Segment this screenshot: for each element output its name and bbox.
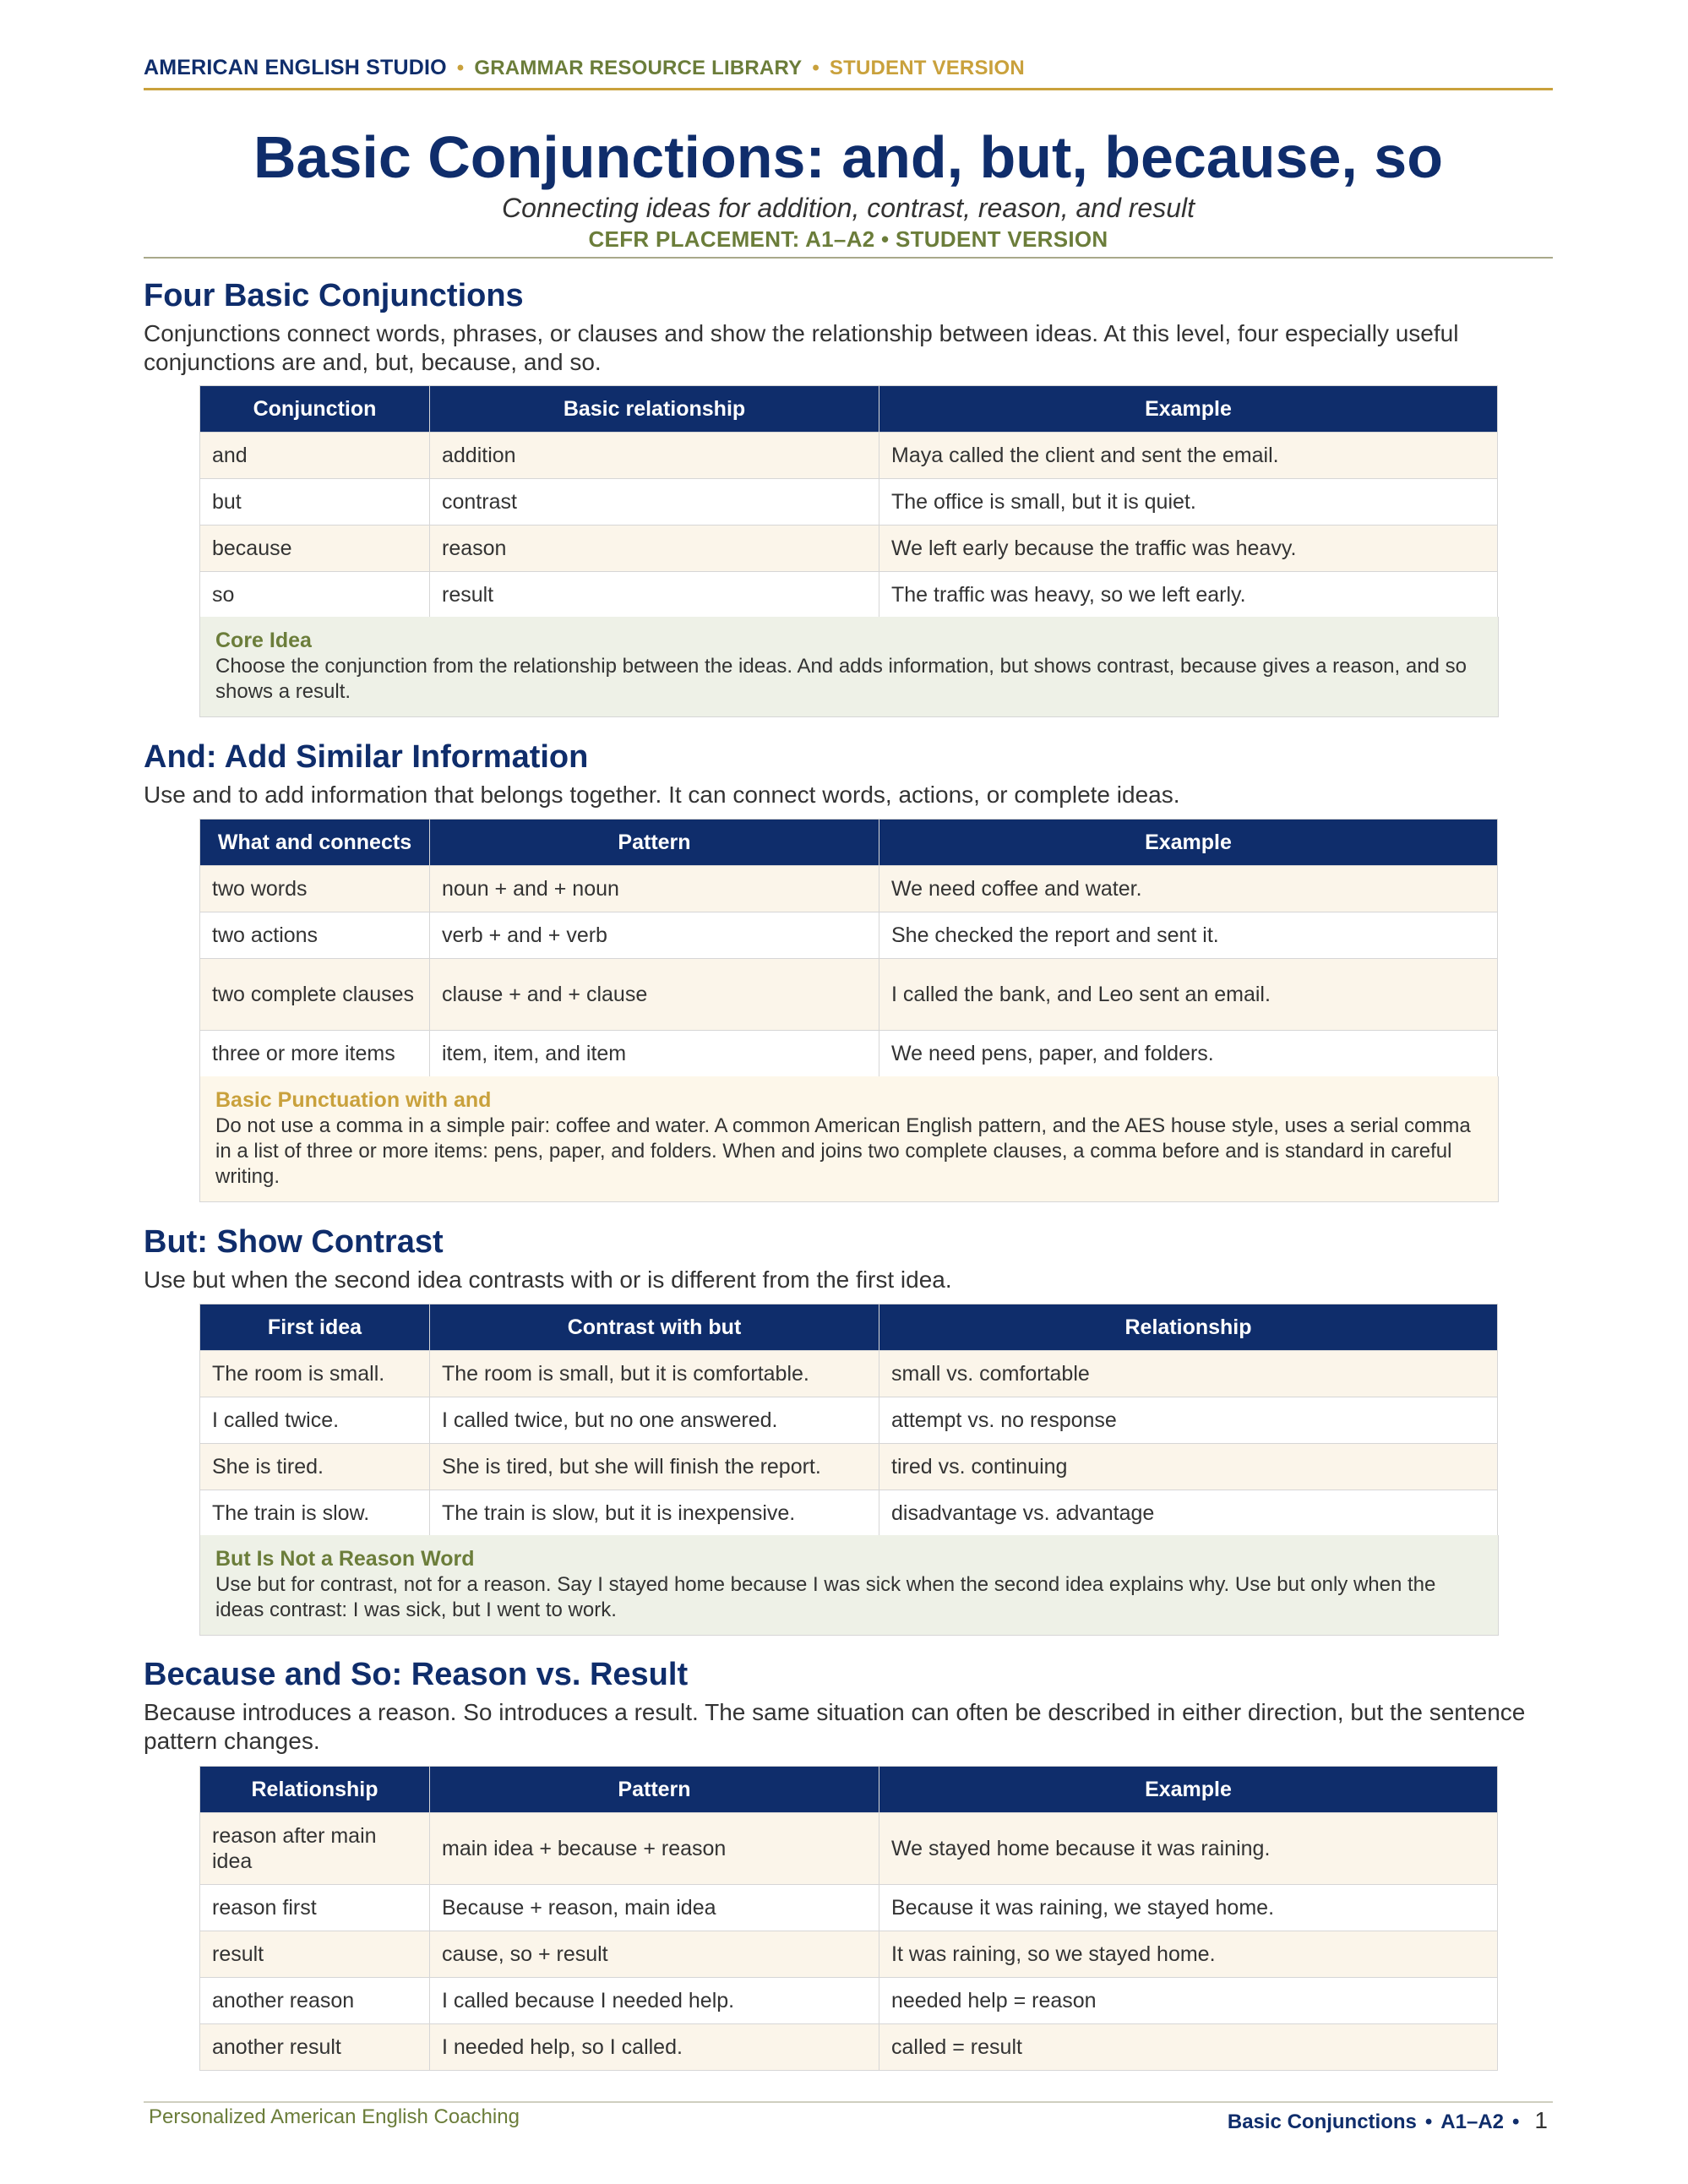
table-cell: I called twice, but no one answered. bbox=[430, 1397, 879, 1444]
table-cell: We need pens, paper, and folders. bbox=[879, 1031, 1498, 1077]
punctuation-note bbox=[199, 1076, 1499, 1202]
table-cell: reason after main idea bbox=[200, 1813, 430, 1885]
note-heading: Core Idea bbox=[215, 629, 312, 652]
page-subtitle: Connecting ideas for addition, contrast, reason, and result bbox=[501, 193, 1195, 223]
column-header: First idea bbox=[200, 1304, 430, 1351]
core-idea-note bbox=[199, 617, 1499, 717]
running-header bbox=[144, 56, 1553, 80]
table-row bbox=[200, 1031, 1498, 1077]
table-row bbox=[200, 1885, 1498, 1931]
footer-page-info bbox=[1228, 2107, 1548, 2134]
section-intro: Use but when the second idea contrasts with or is different from the first idea. bbox=[144, 1266, 952, 1293]
footer-tagline: Personalized American English Coaching bbox=[149, 2105, 520, 2128]
but-table bbox=[199, 1304, 1498, 1537]
table-cell: The room is small. bbox=[200, 1351, 430, 1397]
table-cell: three or more items bbox=[200, 1031, 430, 1077]
table-cell: and bbox=[200, 433, 430, 479]
table-row bbox=[200, 526, 1498, 572]
table-cell: We need coffee and water. bbox=[879, 866, 1498, 912]
table-cell: addition bbox=[430, 433, 879, 479]
note-body: Do not use a comma in a simple pair: coffee and water. A common American English pattern, and the AES house style, uses a serial comma in a list of three or more items: pens, paper, and folders. When and joins two complete clauses, a comma before and is standard in careful writing. bbox=[215, 1114, 1471, 1188]
column-header: Example bbox=[879, 386, 1498, 433]
column-header: Basic relationship bbox=[430, 386, 879, 433]
section-intro: Conjunctions connect words, phrases, or clauses and show the relationship between ideas. At this level, four especially useful conjunctions are and, but, because, and so. bbox=[144, 320, 1459, 375]
column-header: What and connects bbox=[200, 820, 430, 866]
column-header: Conjunction bbox=[200, 386, 430, 433]
version-label: STUDENT VERSION bbox=[829, 57, 1025, 79]
table-cell: result bbox=[430, 572, 879, 618]
table-cell: We left early because the traffic was heavy. bbox=[879, 526, 1498, 572]
table-cell: We stayed home because it was raining. bbox=[879, 1813, 1498, 1885]
conjunction-table bbox=[199, 385, 1498, 618]
note-body: Choose the conjunction from the relationship between the ideas. And adds information, but shows contrast, because gives a reason, and so shows a result. bbox=[215, 655, 1467, 703]
table-row bbox=[200, 433, 1498, 479]
table-cell: Because + reason, main idea bbox=[430, 1885, 879, 1931]
header-rule bbox=[144, 88, 1553, 90]
footer-doc-title: Basic Conjunctions bbox=[1227, 2110, 1417, 2133]
column-header: Example bbox=[879, 1767, 1498, 1813]
table-cell: I called twice. bbox=[200, 1397, 430, 1444]
table-cell: because bbox=[200, 526, 430, 572]
table-row bbox=[200, 1351, 1498, 1397]
table-cell: I called because I needed help. bbox=[430, 1978, 879, 2024]
table-cell: another result bbox=[200, 2024, 430, 2071]
column-header: Pattern bbox=[430, 1767, 879, 1813]
table-cell: cause, so + result bbox=[430, 1931, 879, 1978]
header-separator: • bbox=[812, 57, 819, 79]
table-cell: main idea + because + reason bbox=[430, 1813, 879, 1885]
table-cell: small vs. comfortable bbox=[879, 1351, 1498, 1397]
column-header: Relationship bbox=[200, 1767, 430, 1813]
table-cell: I called the bank, and Leo sent an email. bbox=[879, 959, 1498, 1031]
reason-word-note bbox=[199, 1535, 1499, 1636]
brand-name: AMERICAN ENGLISH STUDIO bbox=[144, 56, 447, 79]
table-row bbox=[200, 1931, 1498, 1978]
note-body: Use but for contrast, not for a reason. Say I stayed home because I was sick when the second idea explains why. Use but only when the ideas contrast: I was sick, but I went to work. bbox=[215, 1573, 1436, 1621]
table-row bbox=[200, 2024, 1498, 2071]
column-header: Pattern bbox=[430, 820, 879, 866]
note-heading: But Is Not a Reason Word bbox=[215, 1547, 475, 1571]
table-header-row bbox=[200, 1767, 1498, 1813]
table-row bbox=[200, 866, 1498, 912]
table-row bbox=[200, 1490, 1498, 1537]
footer-separator: • bbox=[1512, 2110, 1520, 2133]
table-cell: item, item, and item bbox=[430, 1031, 879, 1077]
table-cell: It was raining, so we stayed home. bbox=[879, 1931, 1498, 1978]
section-and bbox=[144, 737, 1553, 809]
table-cell: The room is small, but it is comfortable. bbox=[430, 1351, 879, 1397]
table-header-row bbox=[200, 1304, 1498, 1351]
footer-rule bbox=[144, 2101, 1553, 2103]
table-cell: so bbox=[200, 572, 430, 618]
header-separator: • bbox=[456, 57, 465, 79]
table-cell: another reason bbox=[200, 1978, 430, 2024]
table-cell: Maya called the client and sent the email. bbox=[879, 433, 1498, 479]
table-cell: two actions bbox=[200, 912, 430, 959]
table-cell: two words bbox=[200, 866, 430, 912]
section-heading: Four Basic Conjunctions bbox=[144, 278, 524, 313]
table-cell: The traffic was heavy, so we left early. bbox=[879, 572, 1498, 618]
table-row bbox=[200, 912, 1498, 959]
table-cell: reason bbox=[430, 526, 879, 572]
section-intro: Use and to add information that belongs together. It can connect words, actions, or complete ideas. bbox=[144, 782, 1180, 808]
table-cell: reason first bbox=[200, 1885, 430, 1931]
table-cell: The train is slow. bbox=[200, 1490, 430, 1537]
because-so-table bbox=[199, 1766, 1498, 2071]
table-row bbox=[200, 1978, 1498, 2024]
title-rule bbox=[144, 257, 1553, 259]
table-cell: She is tired, but she will finish the report. bbox=[430, 1444, 879, 1490]
table-cell: needed help = reason bbox=[879, 1978, 1498, 2024]
footer-separator: • bbox=[1424, 2110, 1433, 2133]
section-four-conjunctions bbox=[144, 275, 1553, 377]
section-because-so bbox=[144, 1654, 1553, 1756]
page-number: 1 bbox=[1534, 2107, 1548, 2133]
table-row bbox=[200, 572, 1498, 618]
section-heading: But: Show Contrast bbox=[144, 1224, 444, 1260]
table-cell: result bbox=[200, 1931, 430, 1978]
table-cell: contrast bbox=[430, 479, 879, 526]
table-cell: I needed help, so I called. bbox=[430, 2024, 879, 2071]
table-row bbox=[200, 959, 1498, 1031]
table-row bbox=[200, 1813, 1498, 1885]
library-name: GRAMMAR RESOURCE LIBRARY bbox=[474, 57, 803, 79]
column-header: Relationship bbox=[879, 1304, 1498, 1351]
table-cell: attempt vs. no response bbox=[879, 1397, 1498, 1444]
table-row bbox=[200, 479, 1498, 526]
table-cell: verb + and + verb bbox=[430, 912, 879, 959]
cefr-placement: CEFR PLACEMENT: A1–A2 • STUDENT VERSION bbox=[588, 226, 1108, 252]
column-header: Contrast with but bbox=[430, 1304, 879, 1351]
column-header: Example bbox=[879, 820, 1498, 866]
table-row bbox=[200, 1444, 1498, 1490]
table-cell: She is tired. bbox=[200, 1444, 430, 1490]
table-cell: called = result bbox=[879, 2024, 1498, 2071]
and-table bbox=[199, 819, 1498, 1077]
table-cell: two complete clauses bbox=[200, 959, 430, 1031]
section-heading: And: Add Similar Information bbox=[144, 739, 589, 775]
section-but bbox=[144, 1222, 1553, 1294]
table-cell: disadvantage vs. advantage bbox=[879, 1490, 1498, 1537]
note-heading: Basic Punctuation with and bbox=[215, 1088, 492, 1112]
table-header-row bbox=[200, 386, 1498, 433]
table-row bbox=[200, 1397, 1498, 1444]
section-heading: Because and So: Reason vs. Result bbox=[144, 1657, 689, 1692]
table-cell: noun + and + noun bbox=[430, 866, 879, 912]
table-header-row bbox=[200, 820, 1498, 866]
page-title: Basic Conjunctions: and, but, because, so bbox=[253, 124, 1443, 190]
section-intro: Because introduces a reason. So introduces a result. The same situation can often be described in either direction, but the sentence pattern changes. bbox=[144, 1699, 1526, 1754]
table-cell: She checked the report and sent it. bbox=[879, 912, 1498, 959]
table-cell: The train is slow, but it is inexpensive. bbox=[430, 1490, 879, 1537]
table-cell: The office is small, but it is quiet. bbox=[879, 479, 1498, 526]
footer-level: A1–A2 bbox=[1440, 2110, 1505, 2133]
table-cell: but bbox=[200, 479, 430, 526]
table-cell: clause + and + clause bbox=[430, 959, 879, 1031]
table-cell: tired vs. continuing bbox=[879, 1444, 1498, 1490]
table-cell: Because it was raining, we stayed home. bbox=[879, 1885, 1498, 1931]
